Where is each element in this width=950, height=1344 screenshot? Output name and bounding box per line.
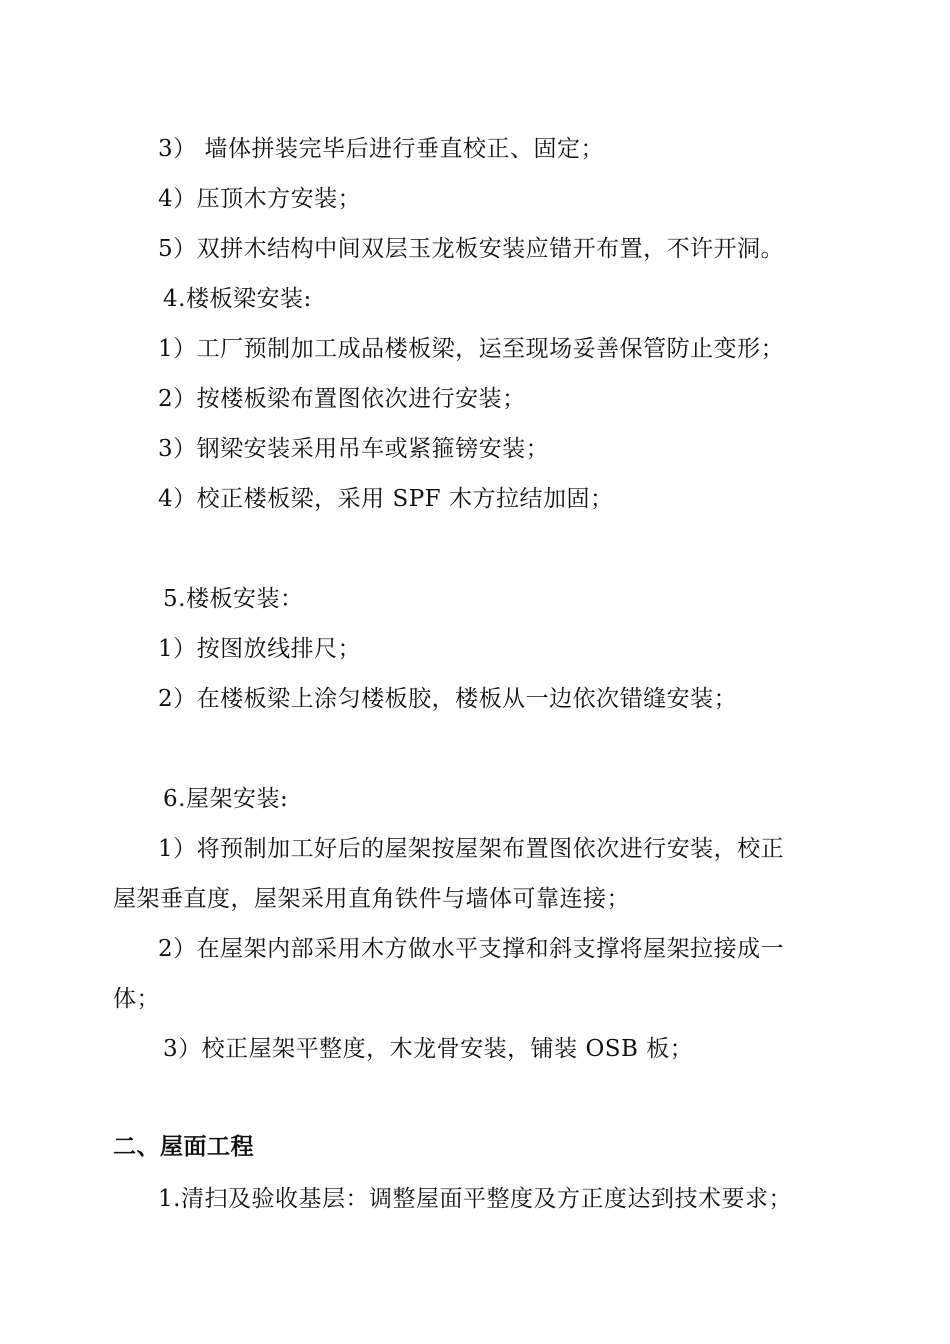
floor-beam-step-3: 3）钢梁安装采用吊车或紧箍镑安装； bbox=[158, 436, 550, 462]
roof-truss-step-2-line-1: 2）在屋架内部采用木方做水平支撑和斜支撑将屋架拉接成一 bbox=[158, 936, 785, 962]
floor-beam-step-1: 1）工厂预制加工成品楼板梁，运至现场妥善保管防止变形； bbox=[158, 336, 785, 362]
floor-beam-title: 4.楼板梁安装: bbox=[163, 286, 312, 312]
roof-truss-step-2-line-2: 体； bbox=[113, 986, 160, 1012]
wall-step-4: 4）压顶木方安装； bbox=[158, 186, 362, 212]
roof-truss-title: 6.屋架安装: bbox=[163, 786, 289, 812]
floor-step-1: 1）按图放线排尺； bbox=[158, 636, 362, 662]
roofing-step-1: 1.清扫及验收基层：调整屋面平整度及方正度达到技术要求； bbox=[158, 1186, 792, 1212]
section-heading-roofing: 二、屋面工程 bbox=[113, 1134, 254, 1160]
wall-step-5: 5）双拼木结构中间双层玉龙板安装应错开布置，不许开洞。 bbox=[158, 236, 785, 262]
floor-beam-step-4: 4）校正楼板梁，采用 SPF 木方拉结加固； bbox=[158, 486, 614, 512]
floor-beam-step-2: 2）按楼板梁布置图依次进行安装； bbox=[158, 386, 526, 412]
roof-truss-step-3: 3）校正屋架平整度，木龙骨安装，铺装 OSB 板； bbox=[163, 1036, 694, 1062]
floor-step-2: 2）在楼板梁上涂匀楼板胶，楼板从一边依次错缝安装； bbox=[158, 686, 738, 712]
roof-truss-step-1-line-1: 1）将预制加工好后的屋架按屋架布置图依次进行安装，校正 bbox=[158, 836, 785, 862]
wall-step-3: 3） 墙体拼装完毕后进行垂直校正、固定； bbox=[158, 136, 604, 162]
floor-title: 5.楼板安装： bbox=[163, 586, 304, 612]
roof-truss-step-1-line-2: 屋架垂直度，屋架采用直角铁件与墙体可靠连接； bbox=[113, 886, 630, 912]
